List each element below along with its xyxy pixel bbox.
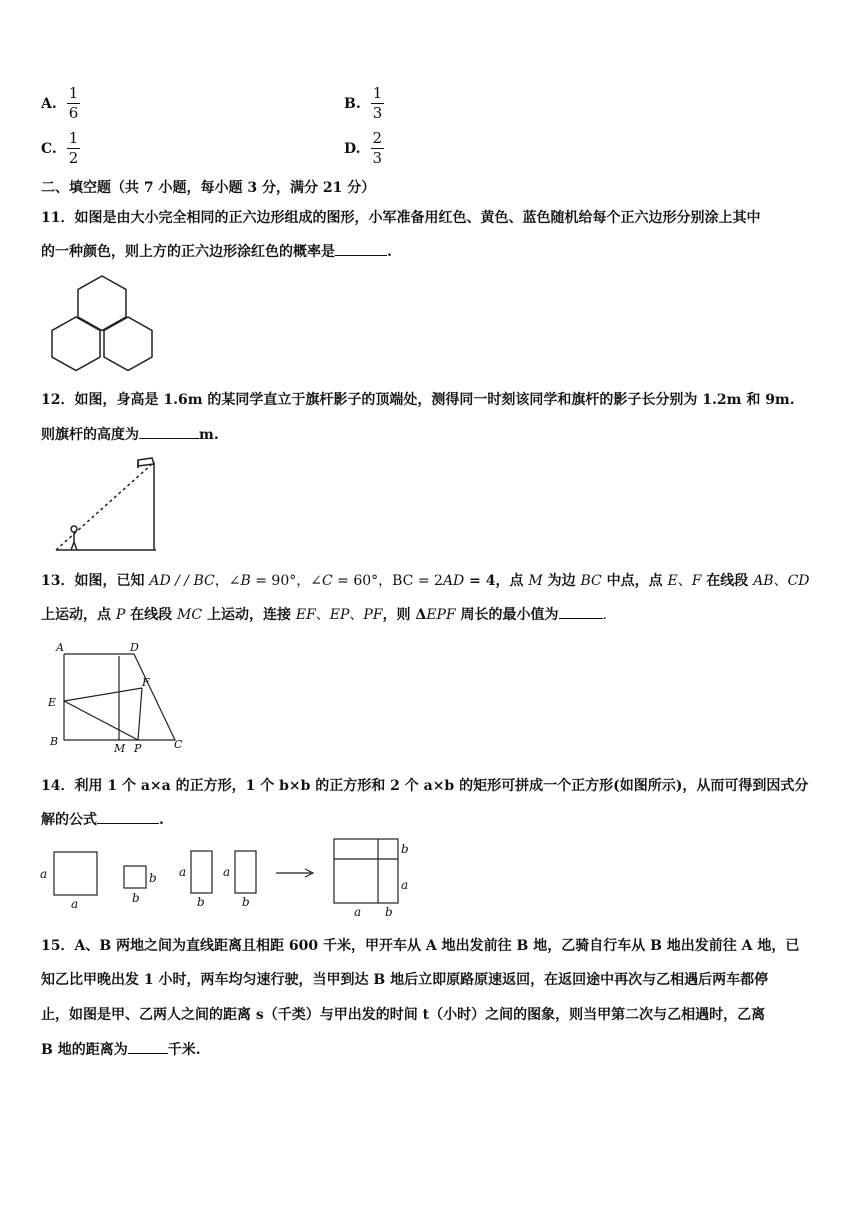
option-d-fraction [371,131,385,166]
square-b [124,866,146,888]
q15-answer-blank [128,1041,168,1054]
q12-line1: 12．如图，身高是 1.6m 的某同学直立于旗杆影子的顶端处，测得同一时刻该同学和旗杆的影子长分别为 1.2m 和 9m. [41,392,795,408]
q13-math-8: F [691,573,702,589]
big-square [334,839,398,903]
option-c-fraction [67,131,81,166]
q15-line2: 知乙比甲晚出发 1 小时，两车均匀速行驶，当甲到达 B 地后立即原路原速返回，在返回途中再次与乙相遇后两车都停 [41,972,769,988]
q13-l2-text-4: 、 [315,607,330,623]
q15-line3: 止，如图是甲、乙两人之间的距离 s（千类）与甲出发的时间 t（小时）之间的图象，则当甲第二次与乙相遇时，乙离 [41,1007,766,1023]
q13-answer-blank [559,606,603,619]
q13-l2-text-1: 上运动，点 [41,607,116,623]
label-b: B [50,735,59,748]
sun-ray-dashed-line [56,464,152,550]
q13-l2-math-3: EF [295,607,316,623]
label-b-big-bottom: b [385,905,393,919]
q13-math-1: AD / / BC [149,573,215,589]
q15-line4 [41,1039,831,1059]
q13-math-2: B [240,573,251,589]
q13-text-8: 、 [677,573,692,589]
q12-line2 [41,424,831,444]
q13-l2-math-6: EPF [426,607,456,623]
q13-l2-text-8: . [602,607,607,623]
option-c-numerator: 1 [68,129,79,147]
square-a [54,852,97,895]
q12-text: 则旗杆的高度为 [41,427,139,443]
q13-l2-text-6: ，则 Δ [382,607,427,623]
q14-line2 [41,809,831,829]
label-e: E [48,696,57,709]
q11-line1: 11．如图是由大小完全相同的正六边形组成的图形，小军准备用红色、黄色、蓝色随机给每个正六边形分别涂上其中 [41,210,761,226]
q13-math-3: C [321,573,333,589]
q13-l2-text-7: 周长的最小值为 [455,607,559,623]
label-p: P [134,742,142,755]
rect-ab-1 [191,851,212,893]
q14-line1: 14．利用 1 个 a×a 的正方形，1 个 b×b 的正方形和 2 个 a×b 的矩形可拼成一个正方形(如图所示)，从而可得到因式分 [41,778,809,794]
option-b-label: B. [344,95,361,112]
q13-math-4: AD [442,573,465,589]
q11-period: . [387,244,392,260]
option-b-denominator: 3 [372,104,383,122]
segment-pf [138,688,142,740]
option-a-fraction [67,86,81,121]
q13-text-4: = 60°，BC = 2 [332,573,443,589]
q14-period: . [159,812,164,828]
label-a-rect1: a [179,865,187,879]
q13-math-7: E [667,573,678,589]
q13-math-9: AB [753,573,774,589]
q13-text-10: 、 [773,573,788,589]
person-head-icon [71,526,77,532]
q11-answer-blank [335,243,387,256]
q13-math-10: CD [787,573,810,589]
q12-answer-blank [139,426,199,439]
label-d: D [130,641,139,654]
label-a-big-right: a [401,878,409,892]
q15-line1: 15．A、B 两地之间为直线距离且相距 600 千米，甲开车从 A 地出发前往 B 地，乙骑自行车从 B 地出发前往 A 地，已 [41,938,800,954]
q13-text-7: 中点，点 [601,573,668,589]
segment-ef [64,688,142,701]
option-d-denominator: 3 [372,149,383,167]
segment-ep [64,701,138,740]
option-c [41,131,80,166]
label-a: A [56,641,64,654]
square-composition-figure [36,836,426,920]
option-b [344,86,384,121]
label-a-bottom: a [71,897,79,911]
label-b-bottom: b [132,891,140,905]
label-f: F [142,676,150,689]
q13-l2-math-1: P [115,607,126,623]
q15-text: B 地的距离为 [41,1042,128,1058]
label-c: C [174,738,183,751]
option-b-fraction [371,86,385,121]
q11-line2 [41,241,831,261]
q13-text-2: ，∠ [214,573,241,589]
q13-text-6: 为边 [542,573,581,589]
hexagon-figure [44,274,160,372]
q13-math-5: M [528,573,543,589]
q13-l2-text-5: 、 [349,607,364,623]
option-b-numerator: 1 [372,84,383,102]
option-a-numerator: 1 [68,84,79,102]
q13-text-1: 13．如图，已知 [41,573,150,589]
option-a-label: A. [41,95,57,112]
label-b-right: b [149,871,157,885]
trapezoid-figure [44,638,190,756]
q13-l2-math-5: PF [363,607,383,623]
rect-ab-2 [235,851,256,893]
option-a [41,86,80,121]
label-a-left: a [40,867,48,881]
q13-math-6: BC [580,573,602,589]
label-m: M [114,742,126,755]
option-d [344,131,384,166]
label-b-rect2: b [242,895,250,909]
option-c-label: C. [41,140,57,157]
q13-line2 [41,604,831,624]
q15-unit: 千米. [167,1042,201,1058]
option-c-denominator: 2 [68,149,79,167]
q13-l2-text-2: 在线段 [125,607,178,623]
person-leg-left-icon [71,542,74,550]
q13-text-3: = 90°，∠ [250,573,322,589]
q13-line1 [41,570,831,590]
q13-text-5: = 4，点 [464,573,529,589]
option-d-label: D. [344,140,361,157]
option-d-numerator: 2 [372,129,383,147]
q14-text: 解的公式 [41,812,97,828]
label-b-rect1: b [197,895,205,909]
q13-l2-math-4: EP [329,607,350,623]
label-a-big-bottom: a [354,905,362,919]
q13-text-9: 在线段 [701,573,754,589]
option-a-denominator: 6 [68,104,79,122]
q11-text: 的一种颜色，则上方的正六边形涂红色的概率是 [41,244,335,260]
person-leg-right-icon [74,542,77,550]
flagpole-figure [52,452,162,554]
q14-answer-blank [97,811,159,824]
label-a-rect2: a [223,865,231,879]
section-title: 二、填空题（共 7 小题，每小题 3 分，满分 21 分） [41,180,376,196]
label-b-big-top: b [401,842,409,856]
q13-l2-math-2: MC [177,607,203,623]
q13-l2-text-3: 上运动，连接 [202,607,296,623]
q12-unit: m. [199,427,219,443]
